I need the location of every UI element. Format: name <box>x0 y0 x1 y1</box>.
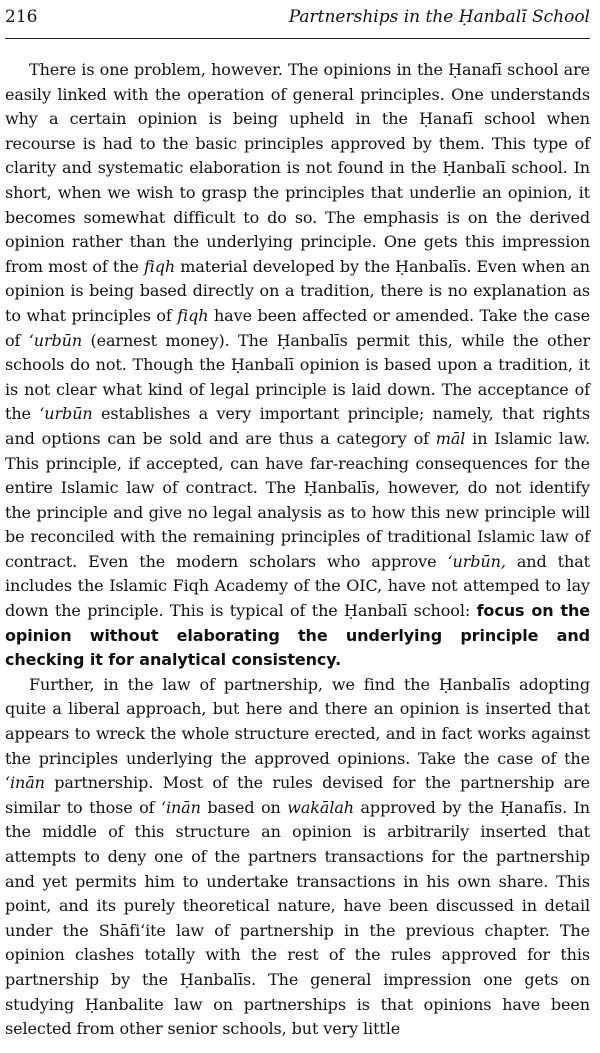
italic-term: ‘urbūn <box>28 330 83 350</box>
body-text <box>5 58 590 1042</box>
italic-term: ‘urbūn <box>39 404 93 424</box>
text-span: approved by the Ḥanafīs. In the middle of this structure an opinion is arbitrarily inserted that attempts to deny one of the partners transactions for the partnership and yet permits him to undertake transactions in his own share. This point, and its purely theoretical nature, have been discussed in detail under the Shāfi‘ite law of partnership in the previous chapter. The opinion clashes totally with the rest of the rules approved for this partnership by the Ḥanbalīs. The general impression one gets on studying Ḥanbalite law on partnerships is that opinions have been selected from other senior schools, but very little <box>5 797 591 1039</box>
text-span: and that includes the Islamic Fiqh Academy of the OIC, have not attemped to lay down the principle. This is typical of the Ḥanbalī school: <box>5 551 590 621</box>
text-span: partnership. Most of the rules devised for the partnership are similar to those of <box>5 773 590 817</box>
italic-term: fiqh <box>177 305 209 325</box>
italic-term: ‘urbūn, <box>447 551 506 571</box>
italic-term: wakālah <box>287 797 354 817</box>
running-title: Partnerships in the Ḥanbalī School <box>288 7 590 27</box>
paragraph-2 <box>5 673 590 1042</box>
text-span: in Islamic law. This principle, if accepted, can have far-reaching consequences for the entire Islamic law of contract. The Ḥanbalīs, however, do not identify the principle and give no legal analysis as to how this new principle will be reconciled with the remaining principles of traditional Islamic law of contract. Even the modern scholars who approve <box>5 428 590 571</box>
text-span: (earnest money). The Ḥanbalīs permit this, while the other schools do not. Though the Ḥanbalī opinion is based upon a tradition, it is not clear what kind of legal principle is laid down. The acceptance of the <box>5 330 591 424</box>
running-head <box>5 4 590 39</box>
bold-emphasis: focus on the opinion without elaborating the underlying principle and checking it for analytical consistency. <box>5 601 590 670</box>
text-span: There is one problem, however. The opinions in the Ḥanafī school are easily linked with the operation of general principles. One understands why a certain opinion is being upheld in the Ḥanafī school when recourse is had to the basic principles approved by them. This type of clarity and systematic elaboration is not found in the Ḥanbalī school. In short, when we wish to grasp the principles that underlie an opinion, it becomes somewhat difficult to do so. The emphasis is on the derived opinion rather than the underlying principle. One gets this impression from most of the <box>5 60 590 276</box>
text-span: have been affected or amended. Take the case of <box>5 305 590 350</box>
italic-term: ‘inān <box>5 773 45 793</box>
text-span: establishes a very important principle; namely, that rights and options can be sold and are thus a category of <box>5 404 590 448</box>
text-span: material developed by the Ḥanbalīs. Even when an opinion is being based directly on a tradition, there is no explanation as to what principles of <box>5 256 590 325</box>
page-number: 216 <box>5 7 38 27</box>
text-span: based on <box>200 797 288 817</box>
italic-term: māl <box>435 428 466 448</box>
paragraph-1 <box>5 58 590 673</box>
text-span: Further, in the law of partnership, we find the Ḥanbalīs adopting quite a liberal approach, but here and there an opinion is inserted that appears to wreck the whole structure erected, and in fact works against the principles underlying the approved opinions. Take the case of the <box>5 674 590 768</box>
italic-term: fiqh <box>143 256 176 276</box>
italic-term: ‘inān <box>160 797 201 817</box>
